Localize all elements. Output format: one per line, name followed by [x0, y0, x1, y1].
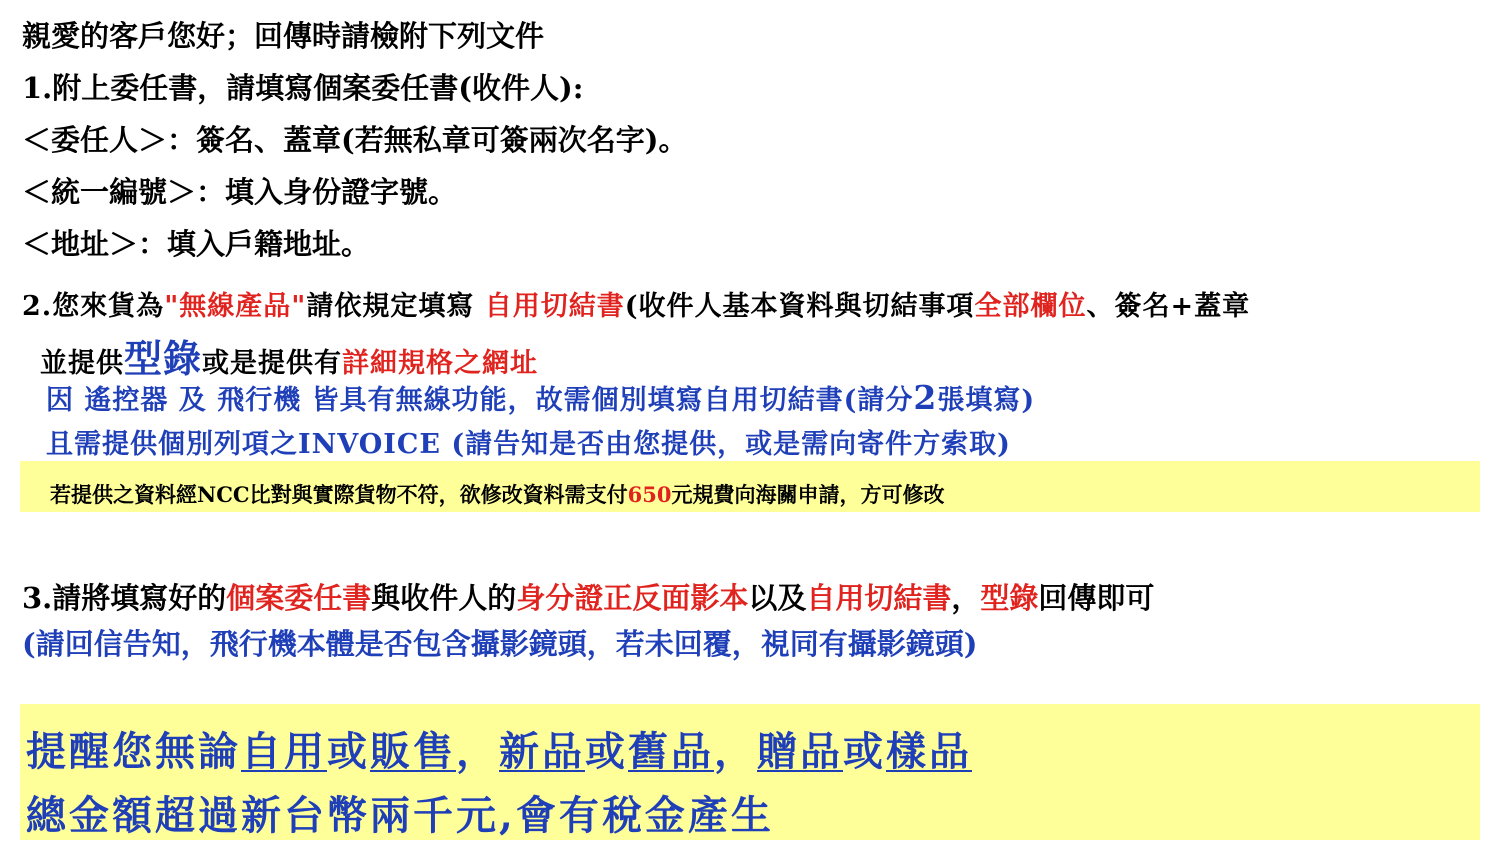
- reminder-new: 新品: [499, 728, 585, 775]
- item2-self-use-declaration: 自用切結書: [484, 291, 625, 322]
- item2-spec-url: 詳細規格之網址: [342, 348, 539, 379]
- item2-all-fields: 全部欄位: [974, 291, 1087, 322]
- item2-line1: [22, 284, 1250, 323]
- item3-camera-note: (請回信告知，飛行機本體是否包含攝影鏡頭，若未回覆，視同有攝影鏡頭): [22, 627, 978, 661]
- reminder-sample: 樣品: [886, 728, 972, 775]
- reminder-text: ，: [456, 728, 499, 775]
- item3-entrustment: 個案委任書: [226, 581, 372, 615]
- reminder-text: 或: [843, 728, 886, 775]
- item2-text: (收件人基本資料與切結事項: [624, 291, 975, 322]
- reminder-used: 舊品: [628, 728, 714, 775]
- greeting: 親愛的客戶您好；回傳時請檢附下列文件: [22, 19, 545, 53]
- item2-remote-note: 因 遙控器 及 飛行機 皆具有無線功能，故需個別填寫自用切結書(請分: [46, 385, 914, 416]
- item2-text: 2.您來貨為: [22, 291, 165, 322]
- item3-text: 與收件人的: [371, 581, 517, 615]
- ncc-fee: 650: [627, 482, 672, 507]
- reminder-gift: 贈品: [757, 728, 843, 775]
- item2-count: 2: [913, 378, 938, 417]
- item1-address: ＜地址＞：填入戶籍地址。: [22, 227, 371, 261]
- item3-text: 回傳即可: [1038, 581, 1155, 615]
- item3-line1: [22, 576, 1154, 617]
- reminder-self-use: 自用: [241, 728, 327, 775]
- item2-line2: [40, 328, 538, 383]
- item2-text: 或是提供有: [202, 348, 343, 379]
- item2-wireless-product: "無線產品": [164, 291, 307, 322]
- item3-declaration: 自用切結書: [806, 581, 952, 615]
- item3-text: ，: [951, 581, 981, 615]
- reminder-line1: [26, 720, 972, 777]
- ncc-notice-text: 若提供之資料經NCC比對與實際貨物不符，欲修改資料需支付: [50, 482, 628, 507]
- item1-id-number: ＜統一編號＞：填入身份證字號。: [22, 175, 458, 209]
- ncc-notice: [50, 479, 944, 509]
- item2-text: 並提供: [40, 348, 124, 379]
- reminder-text: 或: [327, 728, 370, 775]
- item2-line3: [46, 378, 1035, 417]
- item1-entrustor: ＜委任人＞：簽名、蓋章(若無私章可簽兩次名字)。: [22, 123, 688, 157]
- reminder-text: 或: [585, 728, 628, 775]
- item2-catalog: 型錄: [124, 336, 203, 381]
- reminder-text: 提醒您無論: [26, 728, 241, 775]
- item2-invoice-note: 且需提供個別列項之INVOICE (請告知是否由您提供，或是需向寄件方索取): [46, 429, 1011, 460]
- ncc-notice-text-end: 元規費向海關申請，方可修改: [671, 482, 945, 507]
- item3-text: 3.請將填寫好的: [22, 581, 227, 615]
- item2-remote-note-end: 張填寫): [937, 385, 1036, 416]
- item3-catalog: 型錄: [980, 581, 1039, 615]
- item3-id-copy: 身分證正反面影本: [516, 581, 749, 615]
- reminder-line2: 總金額超過新台幣兩千元,會有稅金產生: [26, 792, 774, 839]
- item3-text: 以及: [748, 581, 807, 615]
- item2-text: 請依規定填寫: [306, 291, 485, 322]
- reminder-sale: 販售: [370, 728, 456, 775]
- reminder-text: ，: [714, 728, 757, 775]
- item1-title: 1.附上委任書，請填寫個案委任書(收件人):: [22, 71, 584, 105]
- item2-text: 、簽名+蓋章: [1086, 291, 1251, 322]
